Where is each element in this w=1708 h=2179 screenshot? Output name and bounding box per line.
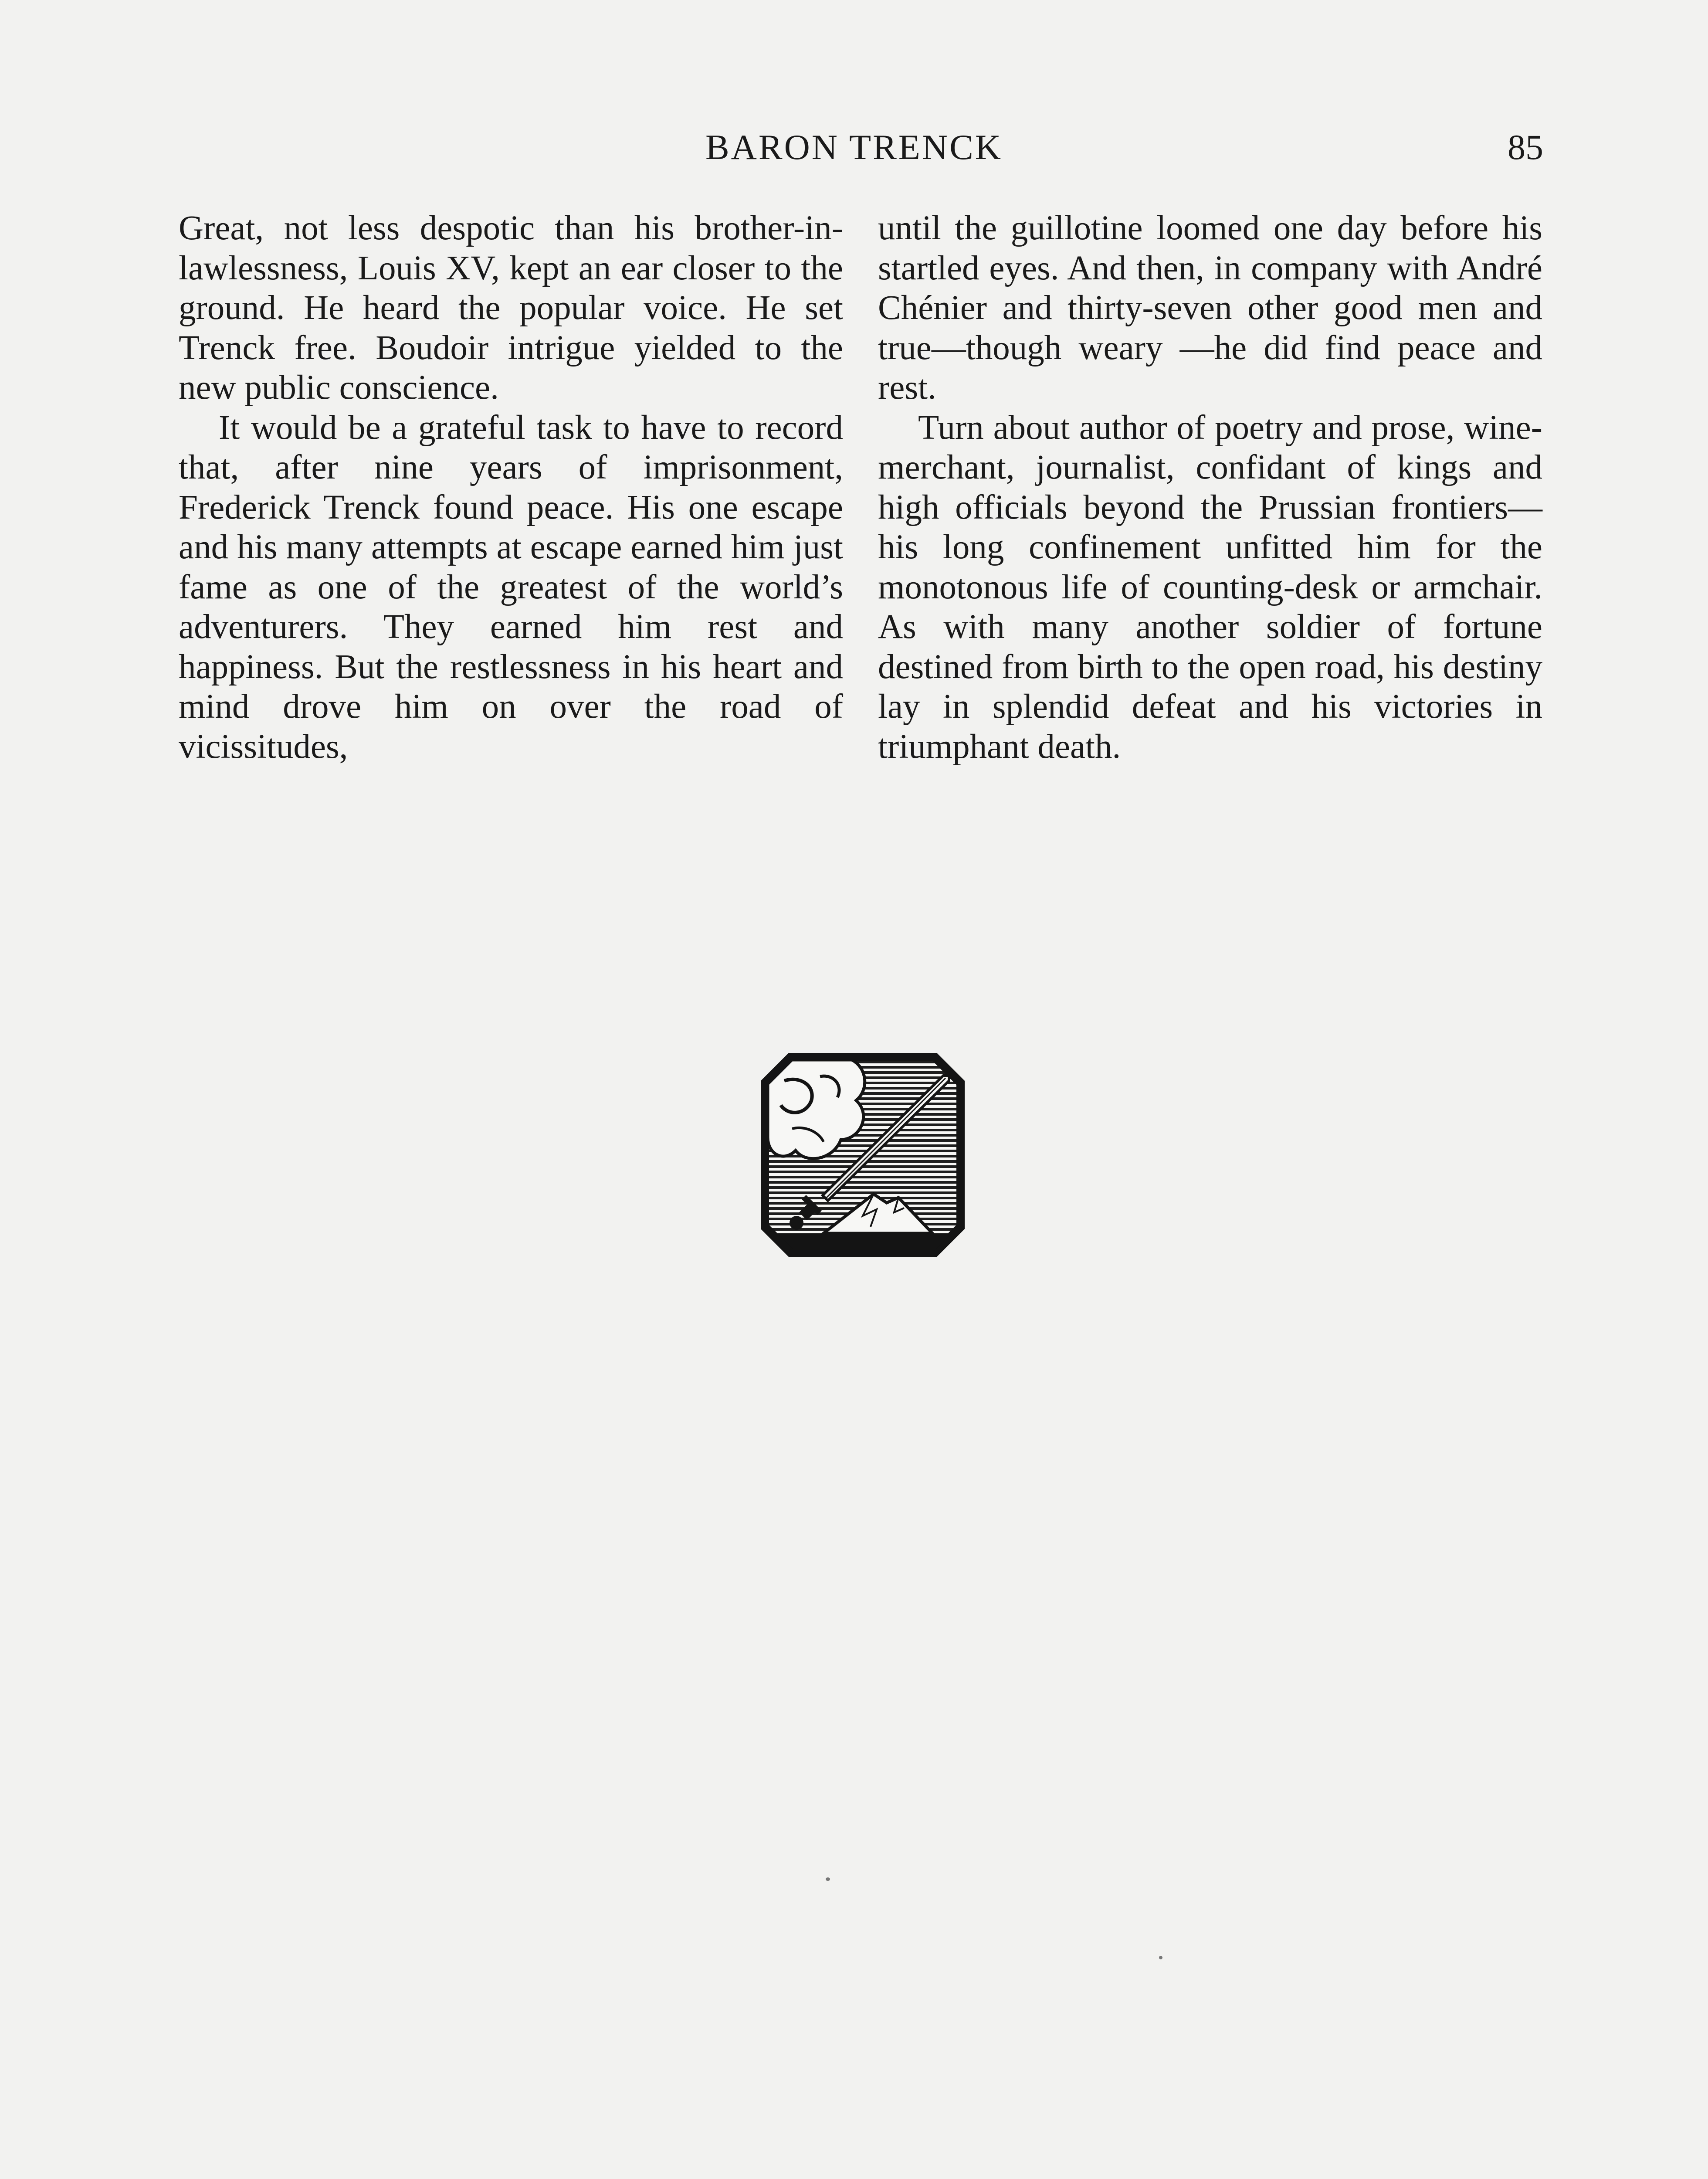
print-speck bbox=[826, 1877, 830, 1881]
paragraph: Turn about author of poetry and prose, wine-merchant, journalist, confidant of kings and high officials beyond the Prussian frontiers—his long confinement unfitted him for the monotonous life of counting-desk or armchair. As with many another soldier of fortune destined from birth to the open road, his destiny lay in splendid defeat and his victories in triumphant death. bbox=[878, 408, 1542, 766]
page-number: 85 bbox=[1508, 127, 1543, 167]
right-column bbox=[878, 208, 1542, 767]
paragraph: It would be a grateful task to have to record that, after nine years of imprisonment, Frederick Trenck found peace. His one escape and his many attempts at escape earned him just fame as one of the greatest of the world’s adventurers. They earned him rest and happiness. But the restlessness in his heart and mind drove him on over the road of vicissitudes, bbox=[179, 408, 843, 766]
running-title: BARON TRENCK bbox=[705, 127, 1003, 167]
paragraph-continued: Great, not less despotic than his brother-in-lawlessness, Louis XV, kept an ear closer to the ground. He heard the popular voice. He set Trenck free. Boudoir intrigue yielded to the new public conscience. bbox=[179, 209, 843, 407]
sword-cloud-mountain-vignette-icon bbox=[758, 1050, 967, 1259]
print-speck bbox=[1159, 1956, 1162, 1959]
left-column bbox=[179, 208, 843, 767]
running-head bbox=[0, 126, 1708, 169]
paragraph-continued: until the guillotine loomed one day before his startled eyes. And then, in company with André Chénier and thirty-seven other good men and true—though weary —he did find peace and rest. bbox=[878, 209, 1542, 407]
